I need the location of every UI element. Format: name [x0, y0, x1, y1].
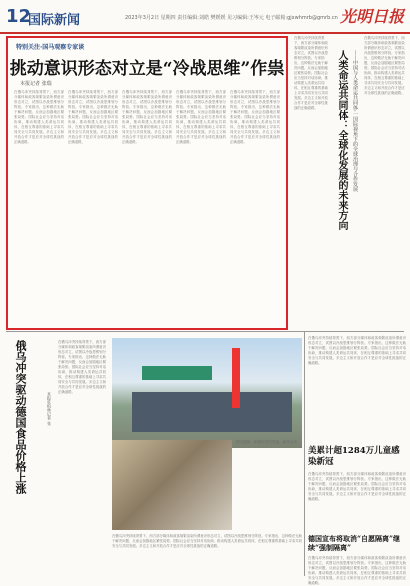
feature-column: 在俄乌冲突持续背景下，西方部分媒体和政客频繁渲染所谓意识形态对立，试图以冷战思维划分阵营。专家指出，这种做法无助于解决问题，反而会加剧地区紧张局势。国际社会应当坚持对话协商，推动构建人类命运共同体，在相互尊重的基础上寻求共同安全与共同发展。多边主义和开放合作才是应对全球性挑战的正确道路。 — [176, 90, 226, 144]
feature-column: 在俄乌冲突持续背景下，西方部分媒体和政客频繁渲染所谓意识形态对立，试图以冷战思维划分阵营。专家指出，这种做法无助于解决问题，反而会加剧地区紧张局势。国际社会应当坚持对话协商，推动构建人类命运共同体，在相互尊重的基础上寻求共同安全与共同发展。多边主义和开放合作才是应对全球性挑战的正确道路。 — [230, 90, 280, 144]
section-title: 国际新闻 — [28, 13, 81, 28]
sidebar-subhead: ——中国与人类命运共同体:一国际视角下的全球治理与合作发展 — [352, 50, 358, 192]
page-header — [0, 0, 410, 34]
feature-article — [6, 36, 288, 330]
header-meta: 2023年3月2日 星期四 责任编辑:刘皓 樊媛媛 见习编辑:王岑元 电子邮箱:gjxwhmrb@gmrb.cn — [125, 15, 338, 21]
russia-column: 在俄乌冲突持续背景下，西方部分媒体和政客频繁渲染所谓意识形态对立，试图以冷战思维划分阵营。专家指出，这种做法无助于解决问题，反而会加剧地区紧张局势。国际社会应当坚持对话协商，推动构建人类命运共同体，在相互尊重的基础上寻求共同安全与共同发展。多边主义和开放合作才是应对全球性挑战的正确道路。 — [58, 340, 106, 394]
feature-column: 在俄乌冲突持续背景下，西方部分媒体和政客频繁渲染所谓意识形态对立，试图以冷战思维划分阵营。专家指出，这种做法无助于解决问题，反而会加剧地区紧张局势。国际社会应当坚持对话协商，推动构建人类命运共同体，在相互尊重的基础上寻求共同安全与共同发展。多边主义和开放合作才是应对全球性挑战的正确道路。 — [14, 90, 64, 144]
us-headline: 美累计超1284万儿童感染新冠 — [308, 446, 400, 467]
sidebar-headline: 人类命运共同体：全球化发展的未来方向 — [336, 50, 347, 230]
germany-headline: 德国宣布将取消“自愿隔离”继续“强制隔离” — [308, 534, 401, 552]
us-column: 在俄乌冲突持续背景下，西方部分媒体和政客频繁渲染所谓意识形态对立，试图以冷战思维划分阵营。专家指出，这种做法无助于解决问题，反而会加剧地区紧张局势。国际社会应当坚持对话协商，推动构建人类命运共同体，在相互尊重的基础上寻求共同安全与共同发展。多边主义和开放合作才是应对全球性挑战的正确道路。 — [308, 472, 406, 501]
sidebar-story — [294, 36, 406, 330]
price-pylon — [232, 348, 240, 408]
feature-column: 在俄乌冲突持续背景下，西方部分媒体和政客频繁渲染所谓意识形态对立，试图以冷战思维划分阵营。专家指出，这种做法无助于解决问题，反而会加剧地区紧张局势。国际社会应当坚持对话协商，推动构建人类命运共同体，在相互尊重的基础上寻求共同安全与共同发展。多边主义和开放合作才是应对全球性挑战的正确道路。 — [68, 90, 118, 144]
photo-caption: 图为德国一家超市内的货架。新华社发 — [236, 440, 298, 444]
feature-title: 挑动意识形态对立是“冷战思维”作祟 — [9, 59, 285, 79]
store-front — [132, 392, 292, 432]
russia-headline: 俄乌冲突驱动德国食品价格上涨 — [14, 340, 27, 494]
masthead-logo: 光明日报 — [340, 7, 405, 26]
supermarket-photo — [112, 338, 302, 448]
feature-byline: 本报记者 张瑞 — [20, 81, 52, 87]
sidebar-column: 在俄乌冲突持续背景下，西方部分媒体和政客频繁渲染所谓意识形态对立，试图以冷战思维划分阵营。专家指出，这种做法无助于解决问题，反而会加剧地区紧张局势。国际社会应当坚持对话协商，推动构建人类命运共同体，在相互尊重的基础上寻求共同安全与共同发展。多边主义和开放合作才是应对全球性挑战的正确道路。 — [294, 36, 328, 110]
sidebar-continued: 在俄乌冲突持续背景下，西方部分媒体和政客频繁渲染所谓意识形态对立，试图以冷战思维划分阵营。专家指出，这种做法无助于解决问题，反而会加剧地区紧张局势。国际社会应当坚持对话协商，推动构建人类命运共同体，在相互尊重的基础上寻求共同安全与共同发展。多边主义和开放合作才是应对全球性挑战的正确道路。 — [308, 336, 406, 365]
feature-column: 在俄乌冲突持续背景下，西方部分媒体和政客频繁渲染所谓意识形态对立，试图以冷战思维划分阵营。专家指出，这种做法无助于解决问题，反而会加剧地区紧张局势。国际社会应当坚持对话协商，推动构建人类命运共同体，在相互尊重的基础上寻求共同安全与共同发展。多边主义和开放合作才是应对全球性挑战的正确道路。 — [122, 90, 172, 144]
sidebar-column: 在俄乌冲突持续背景下，西方部分媒体和政客频繁渲染所谓意识形态对立，试图以冷战思维划分阵营。专家指出，这种做法无助于解决问题，反而会加剧地区紧张局势。国际社会应当坚持对话协商，推动构建人类命运共同体，在相互尊重的基础上寻求共同安全与共同发展。多边主义和开放合作才是应对全球性挑战的正确道路。 — [364, 36, 405, 95]
page-number: 12 — [6, 6, 32, 27]
station-sign — [142, 366, 212, 380]
column-divider — [304, 332, 305, 576]
feature-kicker: 特别关注·国马观察专家谈 — [16, 44, 85, 51]
russia-story — [6, 332, 110, 576]
shelf-photo — [112, 440, 232, 530]
russia-continued: 在俄乌冲突持续背景下，西方部分媒体和政客频繁渲染所谓意识形态对立，试图以冷战思维划分阵营。专家指出，这种做法无助于解决问题，反而会加剧地区紧张局势。国际社会应当坚持对话协商，推动构建人类命运共同体，在相互尊重的基础上寻求共同安全与共同发展。多边主义和开放合作才是应对全球性挑战的正确道路。 — [112, 534, 302, 548]
russia-byline: 本报驻柏林记者 张 — [47, 392, 52, 426]
germany-column: 在俄乌冲突持续背景下，西方部分媒体和政客频繁渲染所谓意识形态对立，试图以冷战思维划分阵营。专家指出，这种做法无助于解决问题，反而会加剧地区紧张局势。国际社会应当坚持对话协商，推动构建人类命运共同体，在相互尊重的基础上寻求共同安全与共同发展。多边主义和开放合作才是应对全球性挑战的正确道路。 — [308, 556, 406, 585]
